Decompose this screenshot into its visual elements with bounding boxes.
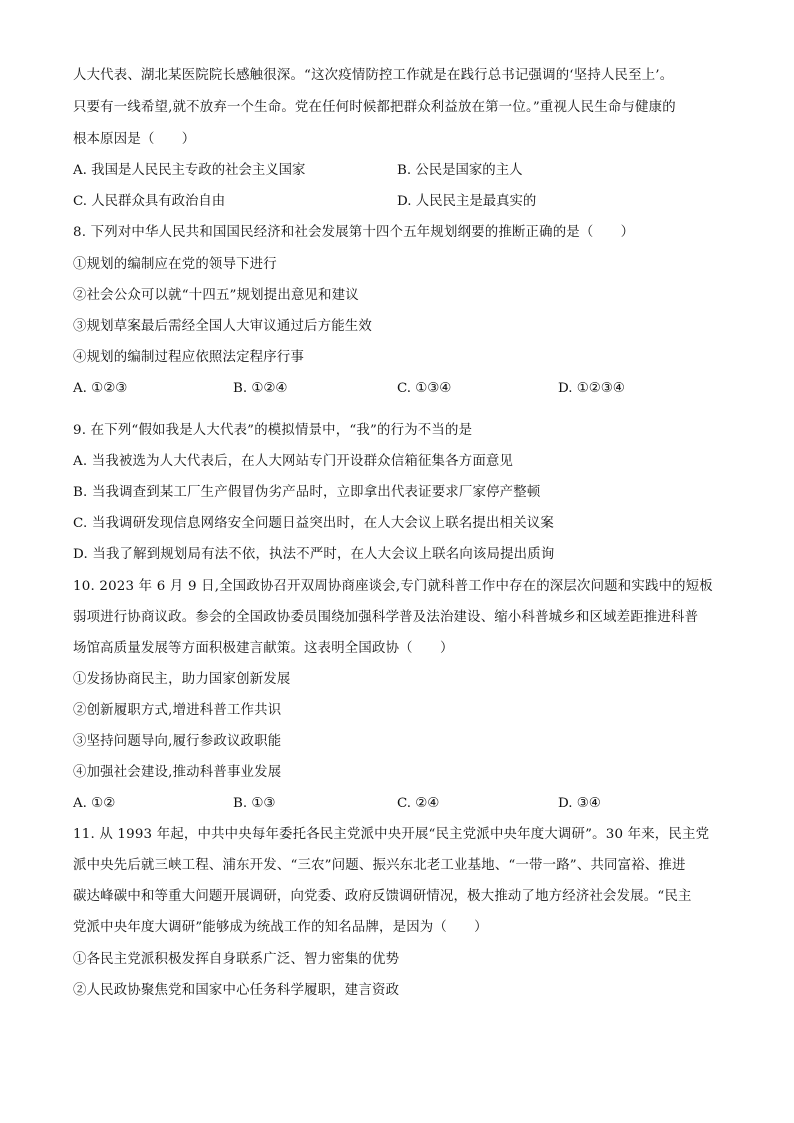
q10-option-c: C. ②④ [397, 796, 440, 811]
q9-stem: 9. 在下列“假如我是人大代表”的模拟情景中，“我”的行为不当的是 [73, 423, 473, 438]
q8-option-a: A. ①②③ [73, 381, 128, 396]
q11-stem-line-2: 派中央先后就三峡工程、浦东开发、“三农”问题、振兴东北老工业基地、“一带一路”、共同富裕、推进 [73, 858, 686, 873]
q9-option-c: C. 当我调研发现信息网络安全问题日益突出时，在人大会议上联名提出相关议案 [73, 516, 554, 531]
q10-stem-line-2: 弱项进行协商议政。参会的全国政协委员围绕加强科学普及法治建设、缩小科普城乡和区域差距推进科普 [73, 610, 699, 625]
q9-option-a: A. 当我被选为人大代表后，在人大网站专门开设群众信箱征集各方面意见 [73, 454, 514, 469]
q8-item-3: ③规划草案最后需经全国人大审议通过后方能生效 [73, 319, 372, 334]
q10-item-3: ③坚持问题导向,履行参政议政职能 [73, 734, 282, 749]
q10-stem-line-3: 场馆高质量发展等方面积极建言献策。这表明全国政协（ ） [73, 641, 454, 656]
q9-option-b: B. 当我调查到某工厂生产假冒伪劣产品时，立即拿出代表证要求厂家停产整顿 [73, 485, 541, 500]
q7-stem-line-2: 只要有一线希望,就不放弃一个生命。党在任何时候都把群众利益放在第一位。”重视人民生命与健康的 [73, 100, 676, 115]
q10-option-d: D. ③④ [558, 796, 601, 811]
q10-stem-line-1: 10. 2023 年 6 月 9 日,全国政协召开双周协商座谈会,专门就科普工作中存在的深层次问题和实践中的短板 [73, 579, 713, 594]
q8-option-b: B. ①②④ [233, 381, 288, 396]
q10-option-a: A. ①② [73, 796, 116, 811]
q11-item-1: ①各民主党派积极发挥自身联系广泛、智力密集的优势 [73, 952, 400, 967]
q8-item-1: ①规划的编制应在党的领导下进行 [73, 257, 277, 272]
q11-stem-line-3: 碳达峰碳中和等重大问题开展调研，向党委、政府反馈调研情况，极大推动了地方经济社会发展。“民主 [73, 889, 692, 904]
q8-stem: 8. 下列对中华人民共和国国民经济和社会发展第十四个五年规划纲要的推断正确的是（ ） [73, 225, 635, 240]
q10-option-b: B. ①③ [233, 796, 276, 811]
q7-stem-line-3: 根本原因是（ ） [73, 132, 196, 147]
q10-item-4: ④加强社会建设,推动科普事业发展 [73, 765, 282, 780]
q10-item-1: ①发扬协商民主，助力国家创新发展 [73, 672, 291, 687]
q7-stem-line-1: 人大代表、湖北某医院院长感触很深。“这次疫情防控工作就是在践行总书记强调的‘坚持人民至上’。 [73, 68, 674, 83]
q7-option-c: C. 人民群众具有政治自由 [73, 194, 226, 209]
q10-item-2: ②创新履职方式,增进科普工作共识 [73, 703, 282, 718]
q8-item-4: ④规划的编制过程应依照法定程序行事 [73, 350, 305, 365]
q7-option-d: D. 人民民主是最真实的 [397, 194, 537, 209]
q7-option-b: B. 公民是国家的主人 [397, 163, 523, 178]
q11-item-2: ②人民政协聚焦党和国家中心任务科学履职，建言资政 [73, 983, 400, 998]
q8-option-c: C. ①③④ [397, 381, 452, 396]
q8-item-2: ②社会公众可以就“十四五”规划提出意见和建议 [73, 288, 359, 303]
q7-option-a: A. 我国是人民民主专政的社会主义国家 [73, 163, 306, 178]
q11-stem-line-4: 党派中央年度大调研”能够成为统战工作的知名品牌，是因为（ ） [73, 920, 488, 935]
q9-option-d: D. 当我了解到规划局有法不依，执法不严时，在人大会议上联名向该局提出质询 [73, 547, 555, 562]
q11-stem-line-1: 11. 从 1993 年起，中共中央每年委托各民主党派中央开展“民主党派中央年度大调研”。30 年来，民主党 [73, 827, 710, 842]
q8-option-d: D. ①②③④ [558, 381, 625, 396]
